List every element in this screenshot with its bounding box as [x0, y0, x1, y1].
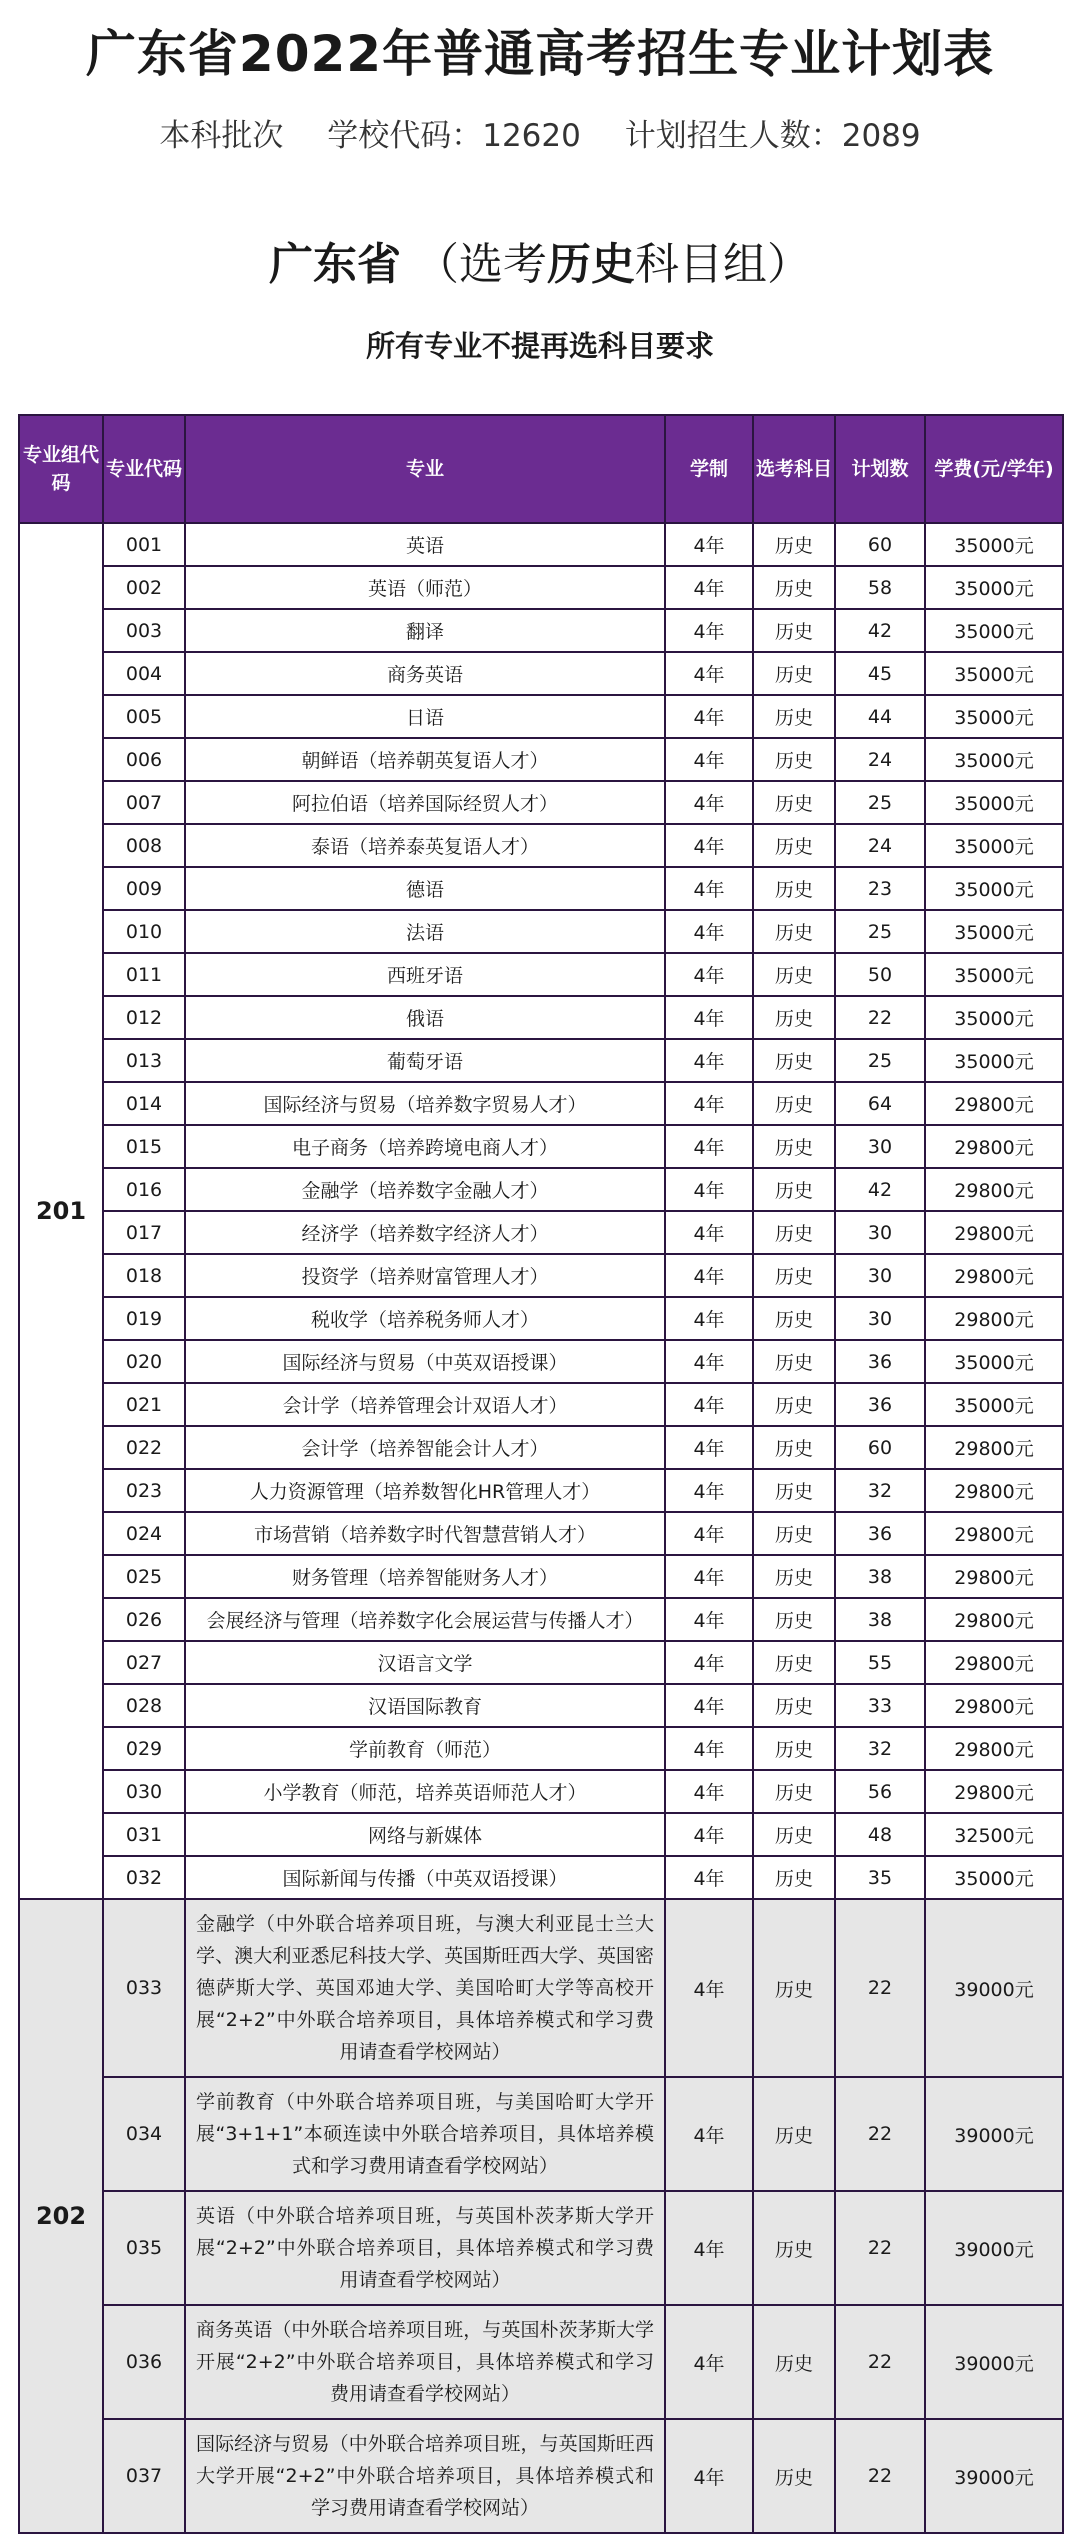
- header-duration: 学制: [665, 415, 753, 523]
- subject-cell: 历史: [753, 1899, 835, 2077]
- table-row: [19, 824, 1063, 867]
- table-row: [19, 1813, 1063, 1856]
- table-row: [19, 523, 1063, 566]
- table-row: [19, 996, 1063, 1039]
- plan-count-cell: 22: [835, 1899, 925, 2077]
- duration-cell: 4年: [665, 1512, 753, 1555]
- plan-count-cell: 38: [835, 1598, 925, 1641]
- duration-cell: 4年: [665, 1770, 753, 1813]
- major-name-cell: 国际新闻与传播（中英双语授课）: [185, 1856, 665, 1899]
- fee-cell: 29800元: [925, 1469, 1063, 1512]
- fee-cell: 39000元: [925, 1899, 1063, 2077]
- school-code: 学校代码：12620: [327, 118, 581, 154]
- duration-cell: 4年: [665, 2305, 753, 2419]
- table-row: [19, 910, 1063, 953]
- major-name-cell: 商务英语（中外联合培养项目班，与英国朴茨茅斯大学开展“2+2”中外联合培养项目，具体培养模式和学习费用请查看学校网站）: [185, 2305, 665, 2419]
- fee-cell: 35000元: [925, 1340, 1063, 1383]
- major-code-cell: 026: [103, 1598, 185, 1641]
- fee-cell: 29800元: [925, 1297, 1063, 1340]
- major-code-cell: 025: [103, 1555, 185, 1598]
- major-code-cell: 022: [103, 1426, 185, 1469]
- plan-count-cell: 48: [835, 1813, 925, 1856]
- major-name-cell: 网络与新媒体: [185, 1813, 665, 1856]
- table-row: [19, 1856, 1063, 1899]
- duration-cell: 4年: [665, 953, 753, 996]
- major-code-cell: 029: [103, 1727, 185, 1770]
- subject-cell: 历史: [753, 910, 835, 953]
- major-code-cell: 001: [103, 523, 185, 566]
- duration-cell: 4年: [665, 1684, 753, 1727]
- major-code-cell: 016: [103, 1168, 185, 1211]
- subject-cell: 历史: [753, 1383, 835, 1426]
- major-name-cell: 市场营销（培养数字时代智慧营销人才）: [185, 1512, 665, 1555]
- fee-cell: 35000元: [925, 824, 1063, 867]
- plan-count-cell: 32: [835, 1727, 925, 1770]
- plan-count-cell: 50: [835, 953, 925, 996]
- subject-cell: 历史: [753, 953, 835, 996]
- duration-cell: 4年: [665, 824, 753, 867]
- major-code-cell: 032: [103, 1856, 185, 1899]
- group-close-paren: ）: [767, 239, 811, 290]
- major-name-cell: 学前教育（师范）: [185, 1727, 665, 1770]
- major-name-cell: 人力资源管理（培养数智化HR管理人才）: [185, 1469, 665, 1512]
- subject-cell: 历史: [753, 1641, 835, 1684]
- table-row: [19, 1254, 1063, 1297]
- subject-cell: 历史: [753, 1512, 835, 1555]
- major-code-cell: 006: [103, 738, 185, 781]
- major-code-cell: 014: [103, 1082, 185, 1125]
- major-name-cell: 日语: [185, 695, 665, 738]
- major-name-cell: 国际经济与贸易（中外联合培养项目班，与英国斯旺西大学开展“2+2”中外联合培养项目，具体培养模式和学习费用请查看学校网站）: [185, 2419, 665, 2533]
- major-code-cell: 030: [103, 1770, 185, 1813]
- plan-count-cell: 55: [835, 1641, 925, 1684]
- duration-cell: 4年: [665, 523, 753, 566]
- major-code-cell: 003: [103, 609, 185, 652]
- fee-cell: 29800元: [925, 1125, 1063, 1168]
- fee-cell: 39000元: [925, 2305, 1063, 2419]
- major-name-cell: 国际经济与贸易（培养数字贸易人才）: [185, 1082, 665, 1125]
- major-code-cell: 002: [103, 566, 185, 609]
- duration-cell: 4年: [665, 910, 753, 953]
- major-code-cell: 018: [103, 1254, 185, 1297]
- subject-cell: 历史: [753, 1426, 835, 1469]
- plan-count-cell: 42: [835, 609, 925, 652]
- major-name-cell: 英语（师范）: [185, 566, 665, 609]
- table-row: [19, 1039, 1063, 1082]
- major-name-cell: 财务管理（培养智能财务人才）: [185, 1555, 665, 1598]
- table-row: [19, 1125, 1063, 1168]
- duration-cell: 4年: [665, 652, 753, 695]
- fee-cell: 39000元: [925, 2191, 1063, 2305]
- fee-cell: 35000元: [925, 781, 1063, 824]
- major-code-cell: 013: [103, 1039, 185, 1082]
- duration-cell: 4年: [665, 1641, 753, 1684]
- major-name-cell: 会计学（培养管理会计双语人才）: [185, 1383, 665, 1426]
- duration-cell: 4年: [665, 1168, 753, 1211]
- subject-cell: 历史: [753, 738, 835, 781]
- subject-cell: 历史: [753, 1770, 835, 1813]
- table-row: [19, 781, 1063, 824]
- duration-cell: 4年: [665, 1469, 753, 1512]
- major-code-cell: 035: [103, 2191, 185, 2305]
- table-row: [19, 1598, 1063, 1641]
- fee-cell: 35000元: [925, 1039, 1063, 1082]
- table-row: [19, 1641, 1063, 1684]
- table-body: [19, 523, 1063, 2533]
- subject-cell: 历史: [753, 1168, 835, 1211]
- major-code-cell: 028: [103, 1684, 185, 1727]
- subject-cell: 历史: [753, 867, 835, 910]
- plan-count-cell: 22: [835, 996, 925, 1039]
- fee-cell: 29800元: [925, 1254, 1063, 1297]
- header-major-code: 专业代码: [103, 415, 185, 523]
- plan-count-cell: 25: [835, 781, 925, 824]
- duration-cell: 4年: [665, 1426, 753, 1469]
- duration-cell: 4年: [665, 1598, 753, 1641]
- table-row: [19, 1082, 1063, 1125]
- plan-count-cell: 42: [835, 1168, 925, 1211]
- table-row: [19, 1340, 1063, 1383]
- plan-count-cell: 25: [835, 910, 925, 953]
- plan-count-cell: 36: [835, 1340, 925, 1383]
- table-row: [19, 2305, 1063, 2419]
- duration-cell: 4年: [665, 1082, 753, 1125]
- fee-cell: 29800元: [925, 1082, 1063, 1125]
- fee-cell: 29800元: [925, 1555, 1063, 1598]
- major-code-cell: 021: [103, 1383, 185, 1426]
- group-post: 科目组: [635, 239, 767, 290]
- subject-cell: 历史: [753, 1254, 835, 1297]
- table-row: [19, 1297, 1063, 1340]
- table-row: [19, 738, 1063, 781]
- plan-count-cell: 56: [835, 1770, 925, 1813]
- plan-count-cell: 33: [835, 1684, 925, 1727]
- major-code-cell: 033: [103, 1899, 185, 2077]
- major-name-cell: 小学教育（师范，培养英语师范人才）: [185, 1770, 665, 1813]
- major-code-cell: 012: [103, 996, 185, 1039]
- major-name-cell: 朝鲜语（培养朝英复语人才）: [185, 738, 665, 781]
- plan-count-cell: 30: [835, 1211, 925, 1254]
- subject-cell: 历史: [753, 2191, 835, 2305]
- duration-cell: 4年: [665, 996, 753, 1039]
- subject-cell: 历史: [753, 996, 835, 1039]
- subject-cell: 历史: [753, 824, 835, 867]
- major-code-cell: 036: [103, 2305, 185, 2419]
- group-code-cell: 202: [19, 1899, 103, 2533]
- fee-cell: 29800元: [925, 1641, 1063, 1684]
- plan-count-cell: 36: [835, 1383, 925, 1426]
- fee-cell: 35000元: [925, 1383, 1063, 1426]
- duration-cell: 4年: [665, 1039, 753, 1082]
- major-code-cell: 011: [103, 953, 185, 996]
- duration-cell: 4年: [665, 1727, 753, 1770]
- major-code-cell: 009: [103, 867, 185, 910]
- plan-count-cell: 32: [835, 1469, 925, 1512]
- plan-count-cell: 60: [835, 1426, 925, 1469]
- fee-cell: 39000元: [925, 2077, 1063, 2191]
- subject-cell: 历史: [753, 1125, 835, 1168]
- subject-cell: 历史: [753, 1684, 835, 1727]
- table-row: [19, 953, 1063, 996]
- table-row: [19, 867, 1063, 910]
- duration-cell: 4年: [665, 2077, 753, 2191]
- major-name-cell: 金融学（培养数字金融人才）: [185, 1168, 665, 1211]
- fee-cell: 29800元: [925, 1598, 1063, 1641]
- plan-count-cell: 58: [835, 566, 925, 609]
- fee-cell: 35000元: [925, 652, 1063, 695]
- fee-cell: 29800元: [925, 1684, 1063, 1727]
- duration-cell: 4年: [665, 1340, 753, 1383]
- plan-count-cell: 22: [835, 2077, 925, 2191]
- subject-cell: 历史: [753, 1039, 835, 1082]
- plan-count-cell: 45: [835, 652, 925, 695]
- major-name-cell: 汉语国际教育: [185, 1684, 665, 1727]
- table-row: [19, 609, 1063, 652]
- table-row: [19, 695, 1063, 738]
- major-name-cell: 德语: [185, 867, 665, 910]
- duration-cell: 4年: [665, 781, 753, 824]
- duration-cell: 4年: [665, 1211, 753, 1254]
- header-plan: 计划数: [835, 415, 925, 523]
- major-name-cell: 经济学（培养数字经济人才）: [185, 1211, 665, 1254]
- major-name-cell: 汉语言文学: [185, 1641, 665, 1684]
- major-name-cell: 投资学（培养财富管理人才）: [185, 1254, 665, 1297]
- header-subject: 选考科目: [753, 415, 835, 523]
- table-row: [19, 1727, 1063, 1770]
- subject-cell: 历史: [753, 1555, 835, 1598]
- major-code-cell: 007: [103, 781, 185, 824]
- document-title: 广东省2022年普通高考招生专业计划表: [85, 25, 995, 83]
- duration-cell: 4年: [665, 1125, 753, 1168]
- fee-cell: 29800元: [925, 1512, 1063, 1555]
- subject-cell: 历史: [753, 1211, 835, 1254]
- major-code-cell: 024: [103, 1512, 185, 1555]
- fee-cell: 29800元: [925, 1211, 1063, 1254]
- table-row: [19, 1469, 1063, 1512]
- fee-cell: 35000元: [925, 996, 1063, 1039]
- header-fee: 学费(元/学年): [925, 415, 1063, 523]
- subject-cell: 历史: [753, 1727, 835, 1770]
- subject-cell: 历史: [753, 652, 835, 695]
- major-code-cell: 031: [103, 1813, 185, 1856]
- plan-count-cell: 22: [835, 2305, 925, 2419]
- major-name-cell: 税收学（培养税务师人才）: [185, 1297, 665, 1340]
- fee-cell: 29800元: [925, 1727, 1063, 1770]
- major-name-cell: 葡萄牙语: [185, 1039, 665, 1082]
- duration-cell: 4年: [665, 1813, 753, 1856]
- subject-cell: 历史: [753, 1297, 835, 1340]
- fee-cell: 35000元: [925, 910, 1063, 953]
- major-name-cell: 俄语: [185, 996, 665, 1039]
- fee-cell: 35000元: [925, 609, 1063, 652]
- fee-cell: 35000元: [925, 566, 1063, 609]
- duration-cell: 4年: [665, 566, 753, 609]
- fee-cell: 29800元: [925, 1770, 1063, 1813]
- header-major: 专业: [185, 415, 665, 523]
- subject-cell: 历史: [753, 1598, 835, 1641]
- batch-label: 本科批次: [159, 118, 284, 154]
- table-row: [19, 2419, 1063, 2533]
- plan-count-cell: 25: [835, 1039, 925, 1082]
- duration-cell: 4年: [665, 1899, 753, 2077]
- major-name-cell: 英语: [185, 523, 665, 566]
- major-code-cell: 008: [103, 824, 185, 867]
- subject-cell: 历史: [753, 781, 835, 824]
- group-subject: 历史: [547, 239, 635, 290]
- major-name-cell: 泰语（培养泰英复语人才）: [185, 824, 665, 867]
- major-name-cell: 阿拉伯语（培养国际经贸人才）: [185, 781, 665, 824]
- fee-cell: 32500元: [925, 1813, 1063, 1856]
- group-open-paren: （: [415, 239, 459, 290]
- major-name-cell: 会计学（培养智能会计人才）: [185, 1426, 665, 1469]
- table-row: [19, 2191, 1063, 2305]
- table-row: [19, 1168, 1063, 1211]
- plan-total: 计划招生人数：2089: [624, 118, 921, 154]
- major-code-cell: 020: [103, 1340, 185, 1383]
- major-code-cell: 004: [103, 652, 185, 695]
- table-row: [19, 2077, 1063, 2191]
- fee-cell: 35000元: [925, 953, 1063, 996]
- subject-cell: 历史: [753, 1340, 835, 1383]
- table-header-row: [19, 415, 1063, 523]
- major-name-cell: 商务英语: [185, 652, 665, 695]
- table-row: [19, 652, 1063, 695]
- fee-cell: 35000元: [925, 867, 1063, 910]
- subject-cell: 历史: [753, 609, 835, 652]
- major-code-cell: 034: [103, 2077, 185, 2191]
- table-row: [19, 1684, 1063, 1727]
- plan-count-cell: 30: [835, 1125, 925, 1168]
- header-group-code: 专业组代码: [19, 415, 103, 523]
- duration-cell: 4年: [665, 695, 753, 738]
- table-row: [19, 1770, 1063, 1813]
- subject-cell: 历史: [753, 2419, 835, 2533]
- subject-cell: 历史: [753, 1469, 835, 1512]
- plan-count-cell: 36: [835, 1512, 925, 1555]
- table-row: [19, 1426, 1063, 1469]
- major-code-cell: 017: [103, 1211, 185, 1254]
- subject-cell: 历史: [753, 1856, 835, 1899]
- group-province: 广东省: [269, 239, 401, 290]
- subject-cell: 历史: [753, 2077, 835, 2191]
- major-name-cell: 翻译: [185, 609, 665, 652]
- plan-count-cell: 38: [835, 1555, 925, 1598]
- major-name-cell: 法语: [185, 910, 665, 953]
- group-code-cell: 201: [19, 523, 103, 1899]
- subject-requirement-note: 所有专业不提再选科目要求: [365, 329, 714, 363]
- fee-cell: 35000元: [925, 738, 1063, 781]
- major-name-cell: 会展经济与管理（培养数字化会展运营与传播人才）: [185, 1598, 665, 1641]
- major-code-cell: 005: [103, 695, 185, 738]
- plan-count-cell: 24: [835, 738, 925, 781]
- plan-count-cell: 35: [835, 1856, 925, 1899]
- table-row: [19, 566, 1063, 609]
- document-meta: [0, 110, 1080, 155]
- subject-cell: 历史: [753, 523, 835, 566]
- major-code-cell: 037: [103, 2419, 185, 2533]
- subject-cell: 历史: [753, 1082, 835, 1125]
- plan-count-cell: 64: [835, 1082, 925, 1125]
- major-code-cell: 010: [103, 910, 185, 953]
- duration-cell: 4年: [665, 1555, 753, 1598]
- table-row: [19, 1383, 1063, 1426]
- duration-cell: 4年: [665, 1856, 753, 1899]
- plan-count-cell: 60: [835, 523, 925, 566]
- fee-cell: 35000元: [925, 695, 1063, 738]
- table-row: [19, 1211, 1063, 1254]
- duration-cell: 4年: [665, 2191, 753, 2305]
- major-code-cell: 015: [103, 1125, 185, 1168]
- fee-cell: 29800元: [925, 1426, 1063, 1469]
- duration-cell: 4年: [665, 738, 753, 781]
- subject-cell: 历史: [753, 695, 835, 738]
- duration-cell: 4年: [665, 1254, 753, 1297]
- duration-cell: 4年: [665, 2419, 753, 2533]
- plan-count-cell: 44: [835, 695, 925, 738]
- major-name-cell: 学前教育（中外联合培养项目班，与美国哈町大学开展“3+1+1”本硕连读中外联合培养项目，具体培养模式和学习费用请查看学校网站）: [185, 2077, 665, 2191]
- subject-cell: 历史: [753, 566, 835, 609]
- major-code-cell: 027: [103, 1641, 185, 1684]
- major-name-cell: 电子商务（培养跨境电商人才）: [185, 1125, 665, 1168]
- major-plan-table-wrapper: [18, 414, 1062, 2534]
- plan-count-cell: 23: [835, 867, 925, 910]
- major-name-cell: 国际经济与贸易（中英双语授课）: [185, 1340, 665, 1383]
- subject-cell: 历史: [753, 2305, 835, 2419]
- fee-cell: 39000元: [925, 2419, 1063, 2533]
- fee-cell: 35000元: [925, 523, 1063, 566]
- plan-count-cell: 30: [835, 1297, 925, 1340]
- duration-cell: 4年: [665, 867, 753, 910]
- major-code-cell: 019: [103, 1297, 185, 1340]
- major-name-cell: 金融学（中外联合培养项目班，与澳大利亚昆士兰大学、澳大利亚悉尼科技大学、英国斯旺西大学、英国密德萨斯大学、英国邓迪大学、美国哈町大学等高校开展“2+2”中外联合培养项目，具体培养模式和学习费用请查看学校网站）: [185, 1899, 665, 2077]
- subject-group-title: [0, 228, 1080, 292]
- duration-cell: 4年: [665, 609, 753, 652]
- duration-cell: 4年: [665, 1297, 753, 1340]
- major-name-cell: 英语（中外联合培养项目班，与英国朴茨茅斯大学开展“2+2”中外联合培养项目，具体培养模式和学习费用请查看学校网站）: [185, 2191, 665, 2305]
- major-plan-table: [18, 414, 1064, 2534]
- fee-cell: 35000元: [925, 1856, 1063, 1899]
- table-row: [19, 1899, 1063, 2077]
- group-pre: 选考: [459, 239, 547, 290]
- major-code-cell: 023: [103, 1469, 185, 1512]
- fee-cell: 29800元: [925, 1168, 1063, 1211]
- table-row: [19, 1512, 1063, 1555]
- plan-count-cell: 22: [835, 2419, 925, 2533]
- plan-count-cell: 30: [835, 1254, 925, 1297]
- table-row: [19, 1555, 1063, 1598]
- plan-count-cell: 22: [835, 2191, 925, 2305]
- subject-cell: 历史: [753, 1813, 835, 1856]
- major-name-cell: 西班牙语: [185, 953, 665, 996]
- plan-count-cell: 24: [835, 824, 925, 867]
- duration-cell: 4年: [665, 1383, 753, 1426]
